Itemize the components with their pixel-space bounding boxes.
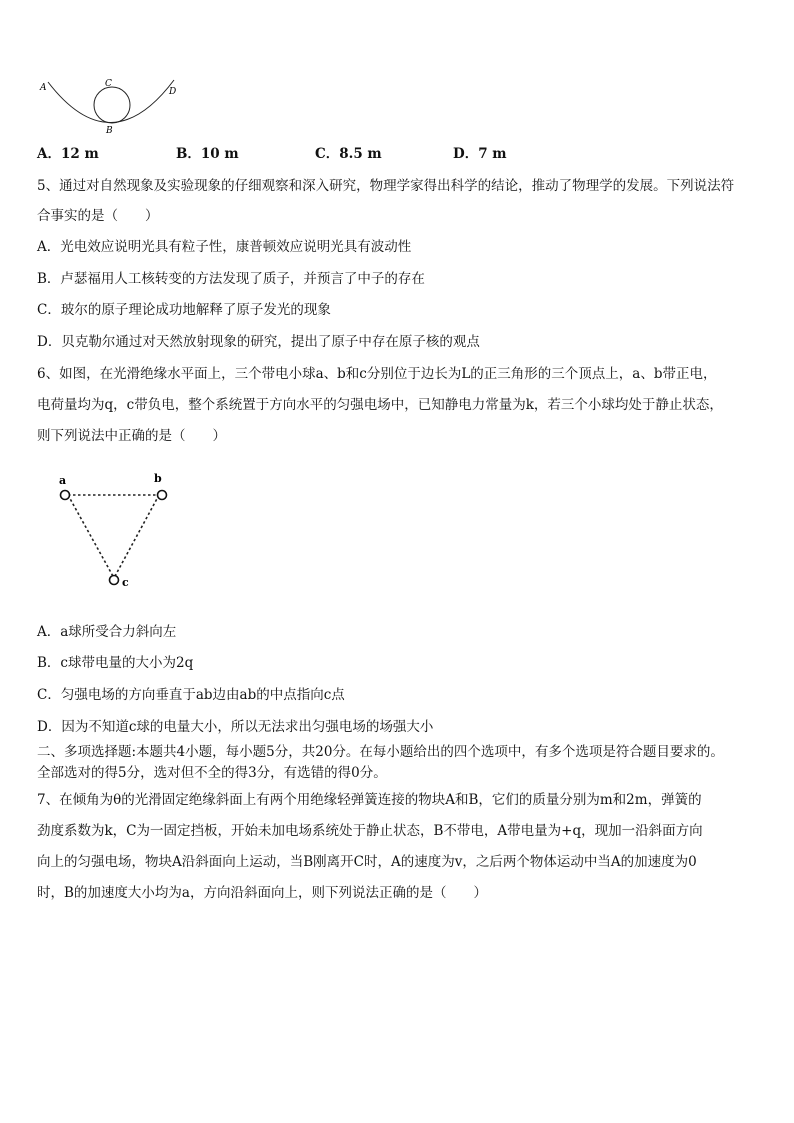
label-ball-b: b: [154, 472, 162, 485]
q6-option-b: B．c球带电量的大小为2q: [37, 655, 194, 671]
loop-circle: [94, 87, 130, 123]
q6-option-c: C．匀强电场的方向垂直于ab边由ab的中点指向c点: [37, 687, 345, 703]
ball-c: [110, 576, 119, 585]
q7-stem-line3: 向上的匀强电场，物块A沿斜面向上运动，当B刚离开C时，A的速度为v，之后两个物体运动中当A的加速度为0: [37, 854, 697, 870]
side-bc: [114, 495, 159, 578]
q7-stem-line4: 时，B的加速度大小均为a，方向沿斜面向上，则下列说法正确的是（ ）: [37, 885, 487, 901]
q7-stem-line1: 7、在倾角为θ的光滑固定绝缘斜面上有两个用绝缘轻弹簧连接的物块A和B，它们的质量分别为m和2m，弹簧的: [37, 792, 702, 808]
label-A: A: [40, 83, 47, 93]
q5-option-a: A．光电效应说明光具有粒子性，康普顿效应说明光具有波动性: [37, 239, 412, 255]
label-ball-c: c: [122, 576, 129, 589]
label-C: C: [105, 79, 112, 89]
label-D: D: [169, 87, 177, 97]
q4-option-b: B．10 m: [176, 146, 239, 162]
charge-triangle-figure: [52, 470, 182, 590]
q4-option-a: A．12 m: [37, 146, 99, 162]
q6-stem-line3: 则下列说法中正确的是（ ）: [37, 428, 226, 444]
q5-stem-line1: 5、通过对自然现象及实验现象的仔细观察和深入研究，物理学家得出科学的结论，推动了物理学的发展。下列说法符: [37, 178, 735, 194]
q5-option-d: D．贝克勒尔通过对天然放射现象的研究，提出了原子中存在原子核的观点: [37, 334, 480, 350]
q6-stem-line1: 6、如图，在光滑绝缘水平面上，三个带电小球a、b和c分别位于边长为L的正三角形的三个顶点上，a、b带正电，: [37, 366, 717, 382]
q6-stem-line2: 电荷量均为q，c带负电，整个系统置于方向水平的匀强电场中，已知静电力常量为k，若三个小球均处于静止状态，: [37, 397, 723, 413]
side-ac: [68, 495, 114, 578]
q4-option-d: D．7 m: [453, 146, 507, 162]
track-loop-figure: [36, 74, 186, 136]
q5-option-b: B．卢瑟福用人工核转变的方法发现了质子，并预言了中子的存在: [37, 271, 425, 287]
q5-option-c: C．玻尔的原子理论成功地解释了原子发光的现象: [37, 302, 331, 318]
section2-heading-line1: 二、多项选择题:本题共4小题，每小题5分，共20分。在每小题给出的四个选项中，有多个选项是符合题目要求的。: [37, 744, 724, 760]
label-B: B: [106, 126, 113, 136]
q4-option-c: C．8.5 m: [315, 146, 382, 162]
section2-heading-line2: 全部选对的得5分，选对但不全的得3分，有选错的得0分。: [37, 765, 387, 781]
ball-a: [61, 491, 70, 500]
q7-stem-line2: 劲度系数为k，C为一固定挡板，开始未加电场系统处于静止状态，B不带电，A带电量为+q，现加一沿斜面方向: [37, 823, 703, 839]
q5-stem-line2: 合事实的是（ ）: [37, 208, 159, 224]
ball-b: [158, 491, 167, 500]
q6-option-a: A．a球所受合力斜向左: [37, 624, 177, 640]
q6-option-d: D．因为不知道c球的电量大小，所以无法求出匀强电场的场强大小: [37, 719, 434, 735]
label-ball-a: a: [59, 474, 67, 487]
